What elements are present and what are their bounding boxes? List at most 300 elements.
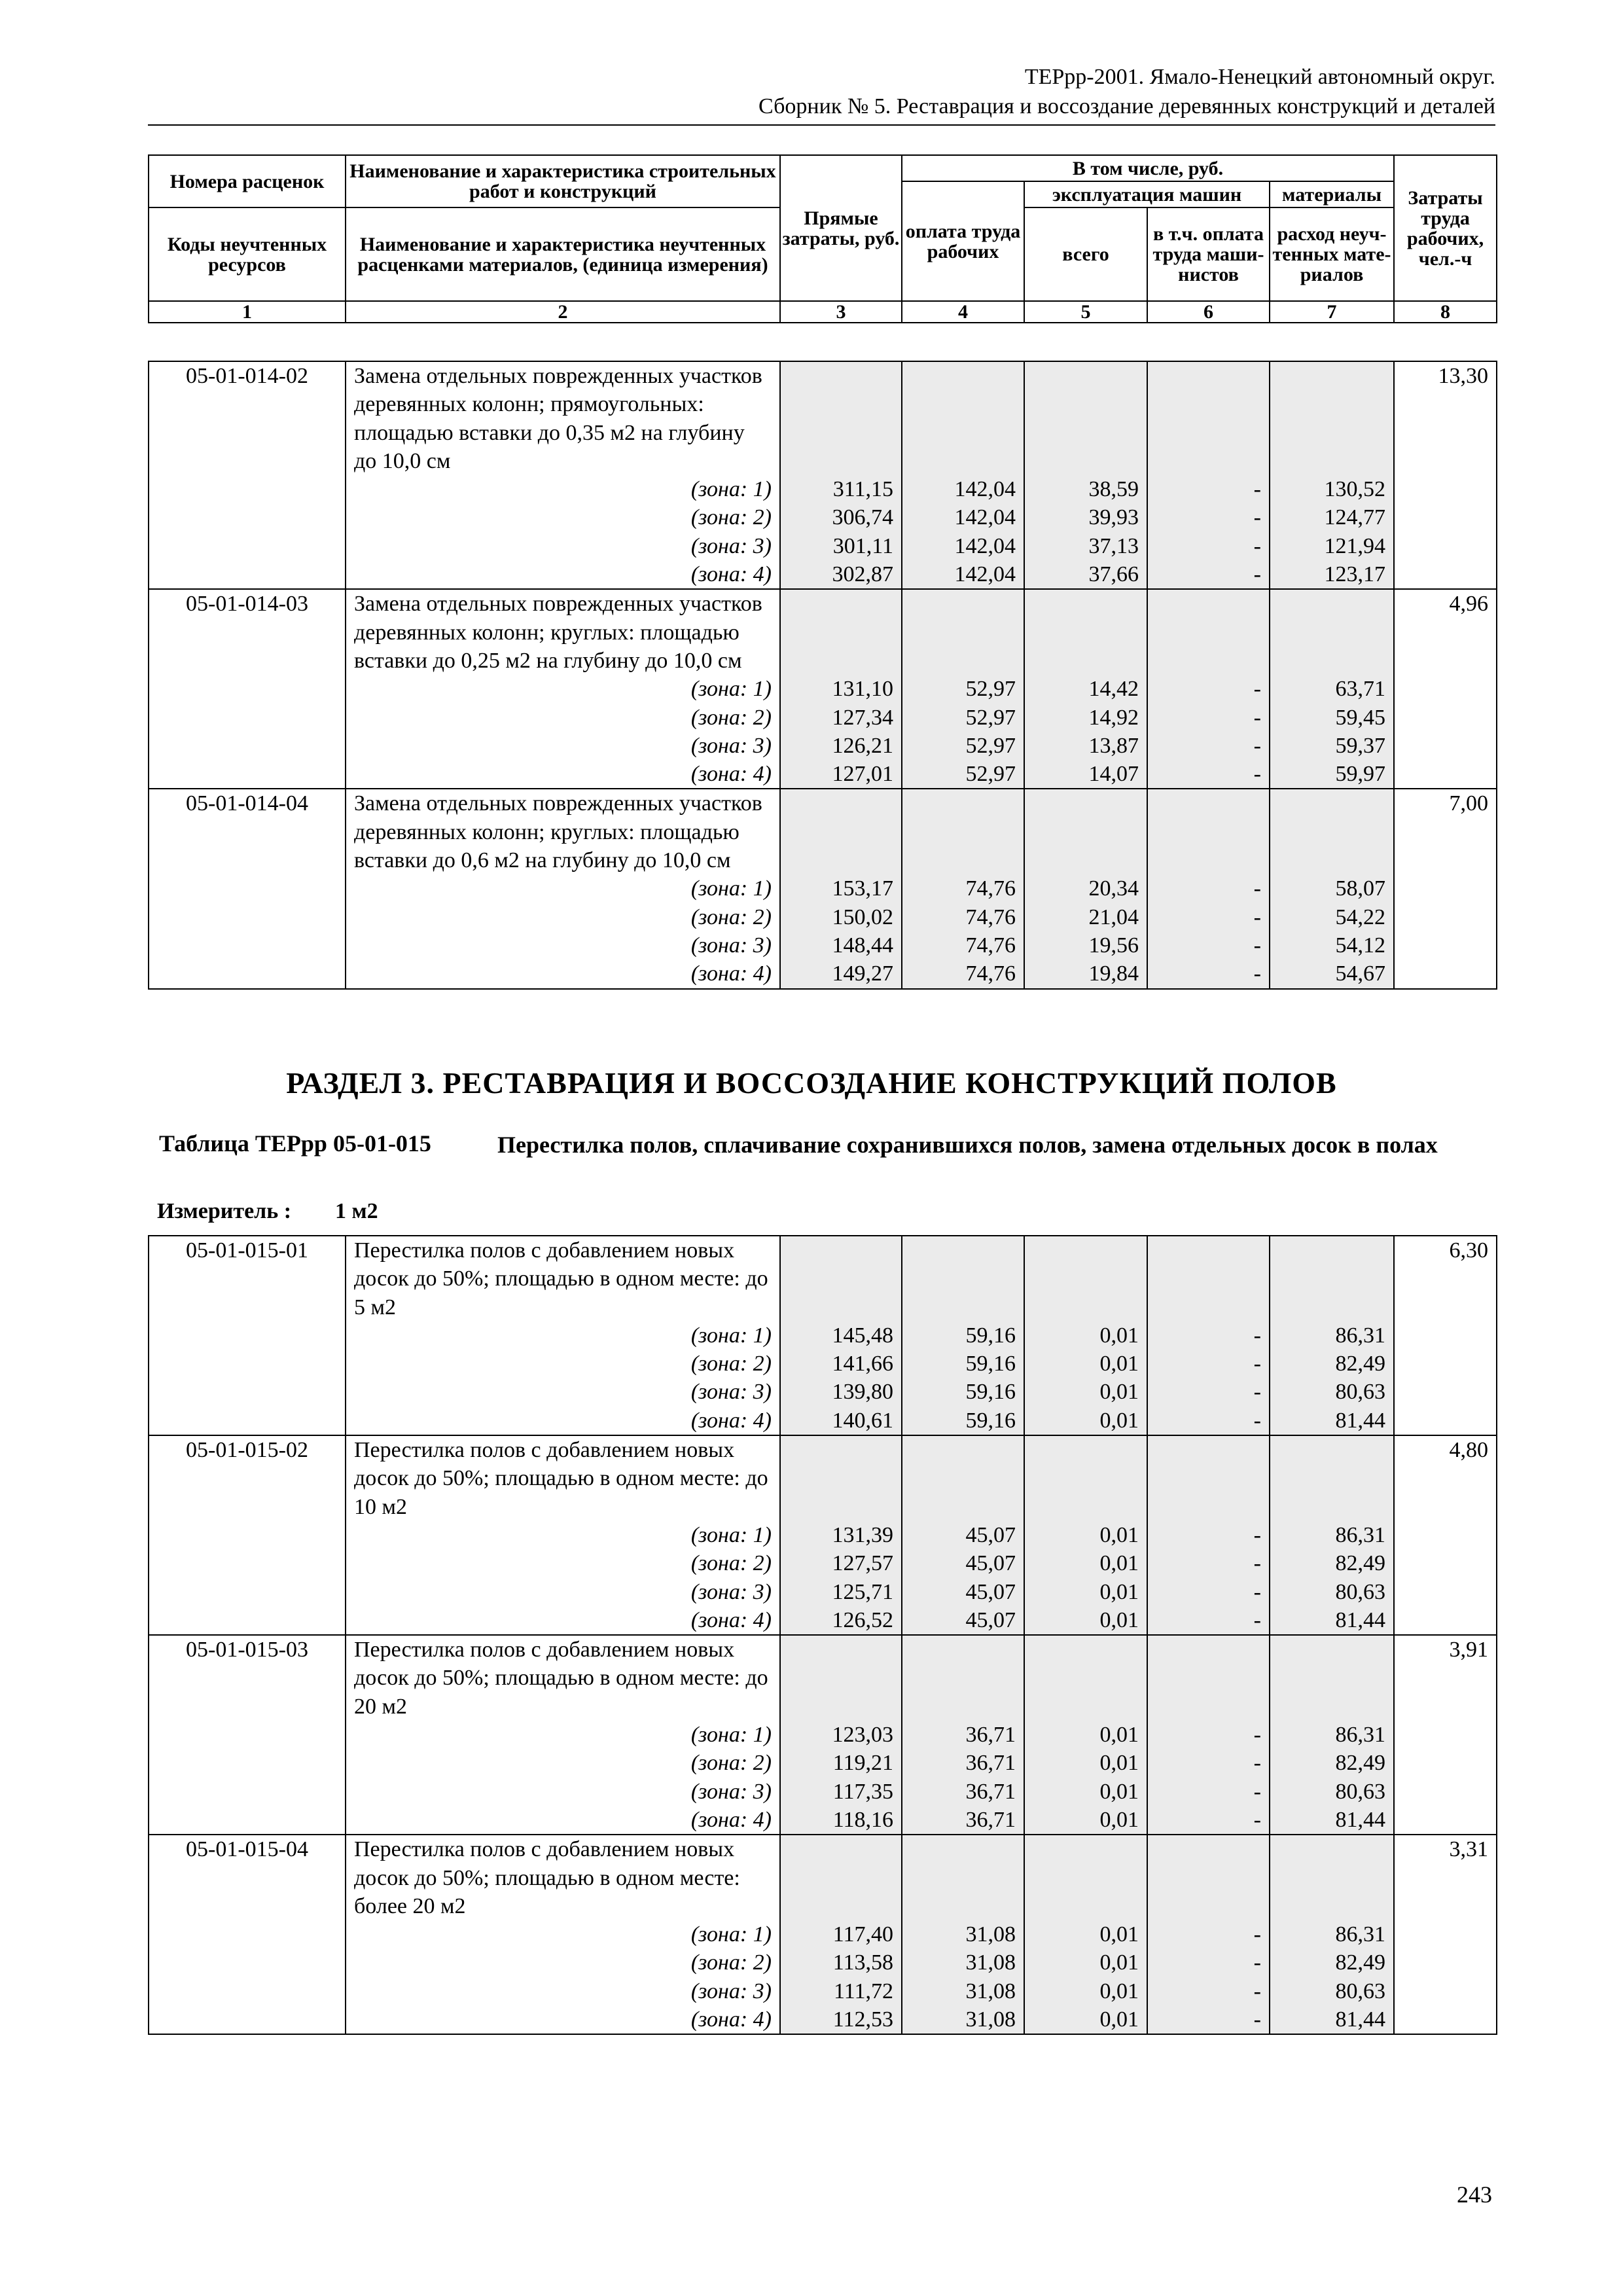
zone-row (149, 1350, 1497, 1378)
zone-cell (346, 675, 780, 703)
zone-cell (346, 874, 780, 903)
zone-label: (зона: 3) (690, 1579, 772, 1604)
operator-wages: - (1147, 1806, 1270, 1835)
measure-value: 1 м2 (335, 1199, 378, 1223)
rate-code: 05-01-015-04 (149, 1835, 346, 1920)
zone-cell (346, 1407, 780, 1435)
rate-row (149, 1635, 1497, 1721)
zone-label: (зона: 1) (690, 876, 772, 901)
operator-wages: - (1147, 1578, 1270, 1606)
worker-wages: 59,16 (902, 1321, 1024, 1350)
worker-wages: 36,71 (902, 1721, 1024, 1749)
worker-wages: 45,07 (902, 1578, 1024, 1606)
rate-name: Перестилка полов с добавлением новых досок до 50%; площадью в одном месте: более 20 м2 (346, 1835, 780, 1920)
operator-wages-blank (1147, 789, 1270, 874)
zone-row (149, 931, 1497, 960)
zone-cell (346, 1806, 780, 1835)
materials: 54,67 (1270, 960, 1394, 988)
zone-row (149, 1806, 1497, 1835)
machines-total: 0,01 (1024, 1806, 1147, 1835)
th-num-2: 2 (346, 301, 780, 323)
th-num-7: 7 (1270, 301, 1394, 323)
zone-code-blank (149, 1920, 346, 1948)
zone-cell (346, 1549, 780, 1577)
zone-label: (зона: 2) (690, 505, 772, 530)
worker-wages: 52,97 (902, 675, 1024, 703)
machines-total: 0,01 (1024, 1948, 1147, 1977)
materials: 82,49 (1270, 1948, 1394, 1977)
rate-row (149, 789, 1497, 874)
labor-costs-blank (1394, 503, 1497, 531)
zone-code-blank (149, 1350, 346, 1378)
labor-costs-blank (1394, 874, 1497, 903)
labor-costs-blank (1394, 1521, 1497, 1549)
zone-cell (346, 2005, 780, 2034)
zone-code-blank (149, 1778, 346, 1806)
worker-wages: 52,97 (902, 704, 1024, 732)
machines-total: 0,01 (1024, 1606, 1147, 1635)
materials: 63,71 (1270, 675, 1394, 703)
rate-row (149, 1835, 1497, 1920)
zone-label: (зона: 1) (690, 677, 772, 702)
machines-blank (1024, 361, 1147, 475)
worker-wages: 36,71 (902, 1749, 1024, 1777)
direct-costs: 141,66 (780, 1350, 902, 1378)
operator-wages: - (1147, 704, 1270, 732)
direct-costs: 111,72 (780, 1977, 902, 2005)
worker-wages: 36,71 (902, 1806, 1024, 1835)
materials: 59,37 (1270, 732, 1394, 760)
labor-costs-blank (1394, 1806, 1497, 1835)
zone-code-blank (149, 503, 346, 531)
rates-table-015 (148, 1235, 1497, 2035)
worker-wages: 74,76 (902, 960, 1024, 988)
zone-row (149, 760, 1497, 789)
materials-blank (1270, 1236, 1394, 1321)
running-header-collection: Сборник № 5. Реставрация и воссоздание деревянных конструкций и деталей (758, 94, 1495, 118)
direct-costs-blank (780, 589, 902, 675)
th-material-name: Наименование и характеристика неучтенных расценками материалов, (единица измерения) (346, 207, 780, 301)
operator-wages-blank (1147, 361, 1270, 475)
zone-row (149, 1378, 1497, 1406)
labor-costs-blank (1394, 1407, 1497, 1435)
labor-costs: 4,80 (1394, 1435, 1497, 1521)
zone-code-blank (149, 1378, 346, 1406)
zone-cell (346, 1521, 780, 1549)
worker-wages: 59,16 (902, 1350, 1024, 1378)
materials: 59,45 (1270, 704, 1394, 732)
machines-total: 14,92 (1024, 704, 1147, 732)
materials: 82,49 (1270, 1549, 1394, 1577)
zone-code-blank (149, 475, 346, 503)
operator-wages-blank (1147, 1435, 1270, 1521)
labor-costs-blank (1394, 732, 1497, 760)
th-operator-wages: в т.ч. оплата труда маши-нистов (1147, 207, 1270, 301)
direct-costs: 126,52 (780, 1606, 902, 1635)
wages-blank (902, 1635, 1024, 1721)
rate-name: Замена отдельных поврежденных участков деревянных колонн; круглых: площадью вставки до 0,6 м2 на глубину до 10,0 см (346, 789, 780, 874)
worker-wages: 59,16 (902, 1407, 1024, 1435)
zone-code-blank (149, 1578, 346, 1606)
th-rate-number: Номера расценок (149, 155, 346, 207)
zone-row (149, 2005, 1497, 2034)
operator-wages: - (1147, 874, 1270, 903)
zone-row (149, 704, 1497, 732)
zone-code-blank (149, 1806, 346, 1835)
materials: 81,44 (1270, 2005, 1394, 2034)
operator-wages: - (1147, 1606, 1270, 1635)
zone-cell (346, 1321, 780, 1350)
th-machines-total: всего (1024, 207, 1147, 301)
labor-costs-blank (1394, 2005, 1497, 2034)
th-work-name: Наименование и характеристика строительных работ и конструкций (346, 155, 780, 207)
operator-wages: - (1147, 960, 1270, 988)
operator-wages: - (1147, 1948, 1270, 1977)
rate-name: Перестилка полов с добавлением новых досок до 50%; площадью в одном месте: до 10 м2 (346, 1435, 780, 1521)
labor-costs-blank (1394, 1378, 1497, 1406)
materials: 54,12 (1270, 931, 1394, 960)
labor-costs-blank (1394, 1578, 1497, 1606)
zone-row (149, 1778, 1497, 1806)
zone-row (149, 903, 1497, 931)
worker-wages: 36,71 (902, 1778, 1024, 1806)
materials-blank (1270, 1635, 1394, 1721)
zone-label: (зона: 2) (690, 1352, 772, 1376)
zone-code-blank (149, 1606, 346, 1635)
zone-cell (346, 475, 780, 503)
operator-wages: - (1147, 1321, 1270, 1350)
machines-blank (1024, 1435, 1147, 1521)
th-direct-costs: Прямые затраты, руб. (780, 155, 902, 301)
section-title: РАЗДЕЛ 3. РЕСТАВРАЦИЯ И ВОССОЗДАНИЕ КОНСТРУКЦИЙ ПОЛОВ (286, 1066, 1337, 1100)
zone-code-blank (149, 903, 346, 931)
direct-costs: 117,35 (780, 1778, 902, 1806)
rate-row (149, 361, 1497, 475)
zone-row (149, 960, 1497, 988)
rate-code: 05-01-015-01 (149, 1236, 346, 1321)
zone-code-blank (149, 1407, 346, 1435)
labor-costs-blank (1394, 1606, 1497, 1635)
operator-wages: - (1147, 503, 1270, 531)
operator-wages: - (1147, 931, 1270, 960)
machines-total: 0,01 (1024, 1521, 1147, 1549)
zone-code-blank (149, 1521, 346, 1549)
rate-code: 05-01-014-04 (149, 789, 346, 874)
labor-costs-blank (1394, 532, 1497, 560)
machines-total: 0,01 (1024, 1578, 1147, 1606)
zone-cell (346, 760, 780, 789)
labor-costs-blank (1394, 760, 1497, 789)
rates-table-014 (148, 361, 1497, 990)
labor-costs-blank (1394, 704, 1497, 732)
labor-costs: 7,00 (1394, 789, 1497, 874)
direct-costs: 113,58 (780, 1948, 902, 1977)
zone-cell (346, 1606, 780, 1635)
machines-total: 0,01 (1024, 1549, 1147, 1577)
rate-name: Замена отдельных поврежденных участков деревянных колонн; круглых: площадью вставки до 0,25 м2 на глубину до 10,0 см (346, 589, 780, 675)
machines-total: 14,07 (1024, 760, 1147, 789)
rate-code: 05-01-014-03 (149, 589, 346, 675)
direct-costs: 127,01 (780, 760, 902, 789)
labor-costs-blank (1394, 1549, 1497, 1577)
zone-code-blank (149, 760, 346, 789)
wages-blank (902, 1835, 1024, 1920)
materials: 123,17 (1270, 560, 1394, 589)
labor-costs: 6,30 (1394, 1236, 1497, 1321)
worker-wages: 142,04 (902, 560, 1024, 589)
zone-row (149, 1977, 1497, 2005)
zone-code-blank (149, 1977, 346, 2005)
operator-wages: - (1147, 532, 1270, 560)
rate-name: Перестилка полов с добавлением новых досок до 50%; площадью в одном месте: до 20 м2 (346, 1635, 780, 1721)
operator-wages: - (1147, 675, 1270, 703)
rate-code: 05-01-015-03 (149, 1635, 346, 1721)
direct-costs: 311,15 (780, 475, 902, 503)
worker-wages: 31,08 (902, 2005, 1024, 2034)
zone-cell (346, 704, 780, 732)
zone-label: (зона: 2) (690, 1950, 772, 1975)
machines-total: 19,84 (1024, 960, 1147, 988)
th-num-4: 4 (902, 301, 1024, 323)
zone-code-blank (149, 1721, 346, 1749)
zone-row (149, 475, 1497, 503)
labor-costs: 13,30 (1394, 361, 1497, 475)
zone-label: (зона: 4) (690, 1807, 772, 1832)
machines-total: 38,59 (1024, 475, 1147, 503)
zone-label: (зона: 4) (690, 1607, 772, 1632)
zone-cell (346, 532, 780, 560)
rate-row (149, 1236, 1497, 1321)
zone-cell (346, 503, 780, 531)
operator-wages: - (1147, 732, 1270, 760)
running-header-title: ТЕРрр-2001. Ямало-Ненецкий автономный округ. (1024, 65, 1495, 89)
zone-cell (346, 1378, 780, 1406)
materials: 121,94 (1270, 532, 1394, 560)
direct-costs: 139,80 (780, 1378, 902, 1406)
worker-wages: 31,08 (902, 1920, 1024, 1948)
direct-costs-blank (780, 789, 902, 874)
zone-label: (зона: 1) (690, 477, 772, 502)
direct-costs-blank (780, 1435, 902, 1521)
operator-wages-blank (1147, 1835, 1270, 1920)
zone-row (149, 1407, 1497, 1435)
direct-costs: 112,53 (780, 2005, 902, 2034)
operator-wages-blank (1147, 589, 1270, 675)
rate-row (149, 589, 1497, 675)
zone-row (149, 675, 1497, 703)
zone-row (149, 1549, 1497, 1577)
materials: 59,97 (1270, 760, 1394, 789)
direct-costs: 126,21 (780, 732, 902, 760)
worker-wages: 45,07 (902, 1549, 1024, 1577)
rate-code: 05-01-014-02 (149, 361, 346, 475)
zone-label: (зона: 1) (690, 1922, 772, 1947)
operator-wages-blank (1147, 1635, 1270, 1721)
th-including: В том числе, руб. (902, 155, 1394, 181)
zone-label: (зона: 1) (690, 1723, 772, 1748)
zone-row (149, 1578, 1497, 1606)
zone-row (149, 732, 1497, 760)
direct-costs-blank (780, 1835, 902, 1920)
worker-wages: 45,07 (902, 1606, 1024, 1635)
zone-label: (зона: 4) (690, 2007, 772, 2032)
direct-costs: 125,71 (780, 1578, 902, 1606)
zone-cell (346, 1920, 780, 1948)
materials: 81,44 (1270, 1606, 1394, 1635)
operator-wages: - (1147, 2005, 1270, 2034)
zone-label: (зона: 4) (690, 762, 772, 787)
machines-total: 19,56 (1024, 931, 1147, 960)
header-rule (148, 124, 1495, 126)
direct-costs-blank (780, 1236, 902, 1321)
zone-label: (зона: 2) (690, 1751, 772, 1776)
worker-wages: 52,97 (902, 732, 1024, 760)
zone-row (149, 874, 1497, 903)
direct-costs: 127,57 (780, 1549, 902, 1577)
machines-total: 0,01 (1024, 1778, 1147, 1806)
labor-costs-blank (1394, 1778, 1497, 1806)
zone-row (149, 1606, 1497, 1635)
operator-wages: - (1147, 1778, 1270, 1806)
direct-costs: 149,27 (780, 960, 902, 988)
th-labor-costs: Затраты труда рабочих, чел.-ч (1394, 155, 1497, 301)
zone-cell (346, 732, 780, 760)
labor-costs: 4,96 (1394, 589, 1497, 675)
zone-cell (346, 1578, 780, 1606)
machines-total: 13,87 (1024, 732, 1147, 760)
zone-label: (зона: 2) (690, 1551, 772, 1576)
labor-costs-blank (1394, 1948, 1497, 1977)
worker-wages: 45,07 (902, 1521, 1024, 1549)
wages-blank (902, 1236, 1024, 1321)
machines-total: 39,93 (1024, 503, 1147, 531)
labor-costs-blank (1394, 1920, 1497, 1948)
materials: 86,31 (1270, 1521, 1394, 1549)
materials: 81,44 (1270, 1407, 1394, 1435)
materials: 82,49 (1270, 1350, 1394, 1378)
th-worker-wages: оплата труда рабочих (902, 181, 1024, 301)
zone-row (149, 1721, 1497, 1749)
machines-total: 0,01 (1024, 1920, 1147, 1948)
page-number: 243 (1457, 2181, 1492, 2208)
th-machine-operation: эксплуатация машин (1024, 181, 1270, 207)
labor-costs-blank (1394, 1977, 1497, 2005)
zone-code-blank (149, 675, 346, 703)
worker-wages: 142,04 (902, 503, 1024, 531)
labor-costs-blank (1394, 475, 1497, 503)
operator-wages: - (1147, 1920, 1270, 1948)
zone-row (149, 1521, 1497, 1549)
machines-total: 0,01 (1024, 2005, 1147, 2034)
direct-costs: 119,21 (780, 1749, 902, 1777)
labor-costs: 3,91 (1394, 1635, 1497, 1721)
direct-costs-blank (780, 361, 902, 475)
labor-costs-blank (1394, 931, 1497, 960)
machines-total: 0,01 (1024, 1749, 1147, 1777)
direct-costs: 140,61 (780, 1407, 902, 1435)
zone-code-blank (149, 1549, 346, 1577)
zone-row (149, 1321, 1497, 1350)
operator-wages: - (1147, 475, 1270, 503)
materials: 86,31 (1270, 1321, 1394, 1350)
materials: 86,31 (1270, 1721, 1394, 1749)
direct-costs: 131,39 (780, 1521, 902, 1549)
zone-label: (зона: 1) (690, 1522, 772, 1547)
zone-cell (346, 1948, 780, 1977)
direct-costs: 123,03 (780, 1721, 902, 1749)
labor-costs-blank (1394, 1321, 1497, 1350)
th-materials: материалы (1270, 181, 1394, 207)
zone-label: (зона: 2) (690, 705, 772, 730)
materials: 86,31 (1270, 1920, 1394, 1948)
zone-label: (зона: 1) (690, 1323, 772, 1348)
zone-code-blank (149, 2005, 346, 2034)
operator-wages: - (1147, 1977, 1270, 2005)
direct-costs: 127,34 (780, 704, 902, 732)
materials: 58,07 (1270, 874, 1394, 903)
machines-total: 0,01 (1024, 1721, 1147, 1749)
rate-row (149, 1435, 1497, 1521)
zone-cell (346, 1749, 780, 1777)
direct-costs: 117,40 (780, 1920, 902, 1948)
worker-wages: 142,04 (902, 475, 1024, 503)
direct-costs: 153,17 (780, 874, 902, 903)
labor-costs-blank (1394, 960, 1497, 988)
machines-total: 37,66 (1024, 560, 1147, 589)
rate-name: Перестилка полов с добавлением новых досок до 50%; площадью в одном месте: до 5 м2 (346, 1236, 780, 1321)
machines-total: 0,01 (1024, 1407, 1147, 1435)
direct-costs: 148,44 (780, 931, 902, 960)
zone-row (149, 1948, 1497, 1977)
worker-wages: 31,08 (902, 1948, 1024, 1977)
rate-name: Замена отдельных поврежденных участков деревянных колонн; прямоугольных: площадью вставки до 0,35 м2 на глубину до 10,0 см (346, 361, 780, 475)
worker-wages: 74,76 (902, 874, 1024, 903)
zone-label: (зона: 3) (690, 1779, 772, 1804)
materials-blank (1270, 1835, 1394, 1920)
machines-total: 0,01 (1024, 1321, 1147, 1350)
materials: 80,63 (1270, 1378, 1394, 1406)
zone-cell (346, 560, 780, 589)
zone-code-blank (149, 1749, 346, 1777)
direct-costs: 118,16 (780, 1806, 902, 1835)
operator-wages: - (1147, 760, 1270, 789)
operator-wages: - (1147, 1721, 1270, 1749)
machines-blank (1024, 589, 1147, 675)
direct-costs: 301,11 (780, 532, 902, 560)
th-num-5: 5 (1024, 301, 1147, 323)
wages-blank (902, 361, 1024, 475)
zone-cell (346, 1350, 780, 1378)
th-material-consumption: расход неуч-тенных мате-риалов (1270, 207, 1394, 301)
zone-cell (346, 960, 780, 988)
zone-label: (зона: 4) (690, 562, 772, 587)
zone-code-blank (149, 931, 346, 960)
operator-wages: - (1147, 1350, 1270, 1378)
machines-total: 0,01 (1024, 1977, 1147, 2005)
materials: 80,63 (1270, 1578, 1394, 1606)
machines-total: 0,01 (1024, 1378, 1147, 1406)
materials: 124,77 (1270, 503, 1394, 531)
zone-row (149, 560, 1497, 589)
th-resource-codes: Коды неучтенных ресурсов (149, 207, 346, 301)
labor-costs-blank (1394, 903, 1497, 931)
operator-wages: - (1147, 1378, 1270, 1406)
rate-code: 05-01-015-02 (149, 1435, 346, 1521)
worker-wages: 74,76 (902, 931, 1024, 960)
th-num-8: 8 (1394, 301, 1497, 323)
labor-costs-blank (1394, 1749, 1497, 1777)
zone-code-blank (149, 732, 346, 760)
